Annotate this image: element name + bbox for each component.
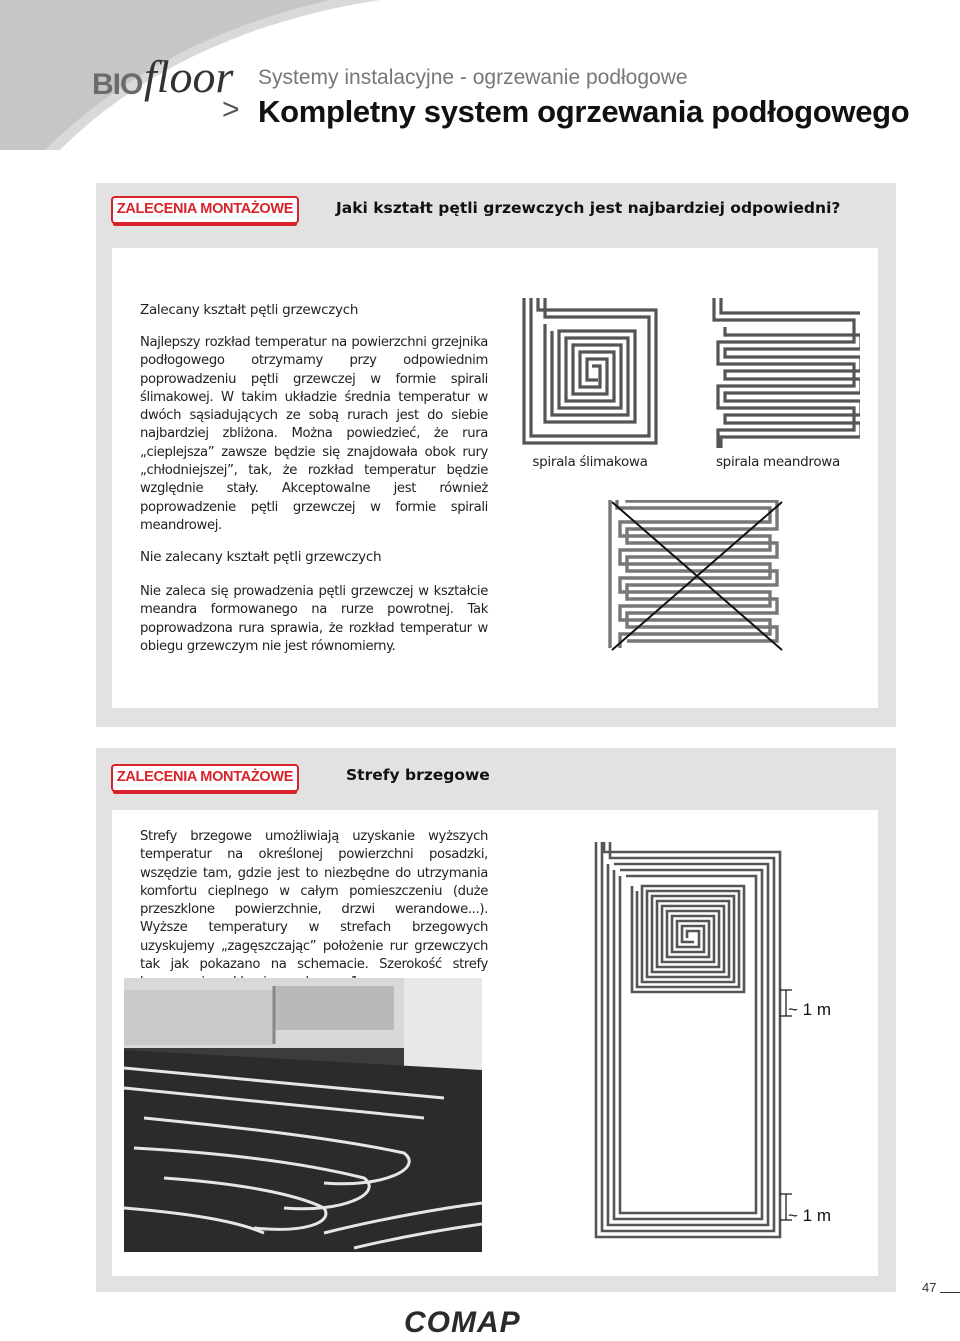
edge-zone-bottom-dimension: ~ 1 m [788,1206,831,1225]
caption-meander-spiral: spirala meandrowa [715,454,841,470]
not-recommended-meander-diagram [606,500,788,652]
page-subtitle: Systemy instalacyjne - ogrzewanie podłogowe [258,66,688,89]
edge-zone-spiral-diagram [594,842,794,1252]
logo-bio-text: BIO [92,68,143,101]
caption-snail-spiral: spirala ślimakowa [532,454,648,470]
section-question: Jaki kształt pętli grzewczych jest najbardziej odpowiedni? [336,199,841,217]
recommended-title: Zalecany kształt pętli grzewczych [140,302,359,318]
not-recommended-text: Nie zaleca się prowadzenia pętli grzewczej w kształcie meandra formowanego na rurze powrotnej. Tak poprowadzona rura sprawia, że rozkład temperatur w obiegu grzewczym nie jest równomierny. [140,584,488,654]
not-recommended-title: Nie zalecany kształt pętli grzewczych [140,549,382,565]
recommended-text: Najlepszy rozkład temperatur na powierzchni grzejnika podłogowego otrzymamy przy odpowiednim poprowadzeniu pętli grzewczej w formie spirali ślimakowej. W takim układzie średnia temperatur w dwóch sąsiadujących ze sobą rurach jest do siebie najbardziej zbliżona. Można powiedzieć, że rura „cieplejsza” zawsze będzie się znajdowała obok rury „chłodniejszej”, tak, że rozkład temperatur będzie względnie stały. Akceptowalne jest również poprowadzenie pętli grzewczej w formie spirali meandrowej. [140,335,488,533]
edge-zones-text: Strefy brzegowe umożliwiają uzyskanie wyższych temperatur na określonej powierzchni posadzki, wszędzie tam, gdzie jest to niezbędne do utrzymania komfortu cieplnego w całym pomieszczeniu (duże przeszklone powierzchnie, drzwi werandowe...). Wyższe temperatury w strefach brzegowych uzyskujemy „zagęszczając” położenie rur grzewczych tak jak pokazano na schemacie. Szerokość strefy [140,829,488,973]
floor-heating-photo [124,978,482,1252]
comap-logo: COMAP [404,1306,521,1339]
installation-badge: ZALECENIA MONTAŻOWE [111,196,299,224]
meander-spiral-diagram [710,298,860,448]
edge-zone-side-dimension: ~ 1 m [788,1000,831,1019]
logo-floor-text: floor [144,51,234,102]
title-arrow: > [222,93,240,126]
page-title: Kompletny system ogrzewania podłogowego [258,94,910,129]
installation-badge-2: ZALECENIA MONTAŻOWE [111,764,299,792]
page-number-rule [940,1292,960,1293]
page-number: 47 [922,1280,937,1295]
snail-spiral-diagram [518,298,660,446]
edge-zones-title: Strefy brzegowe [346,766,490,784]
